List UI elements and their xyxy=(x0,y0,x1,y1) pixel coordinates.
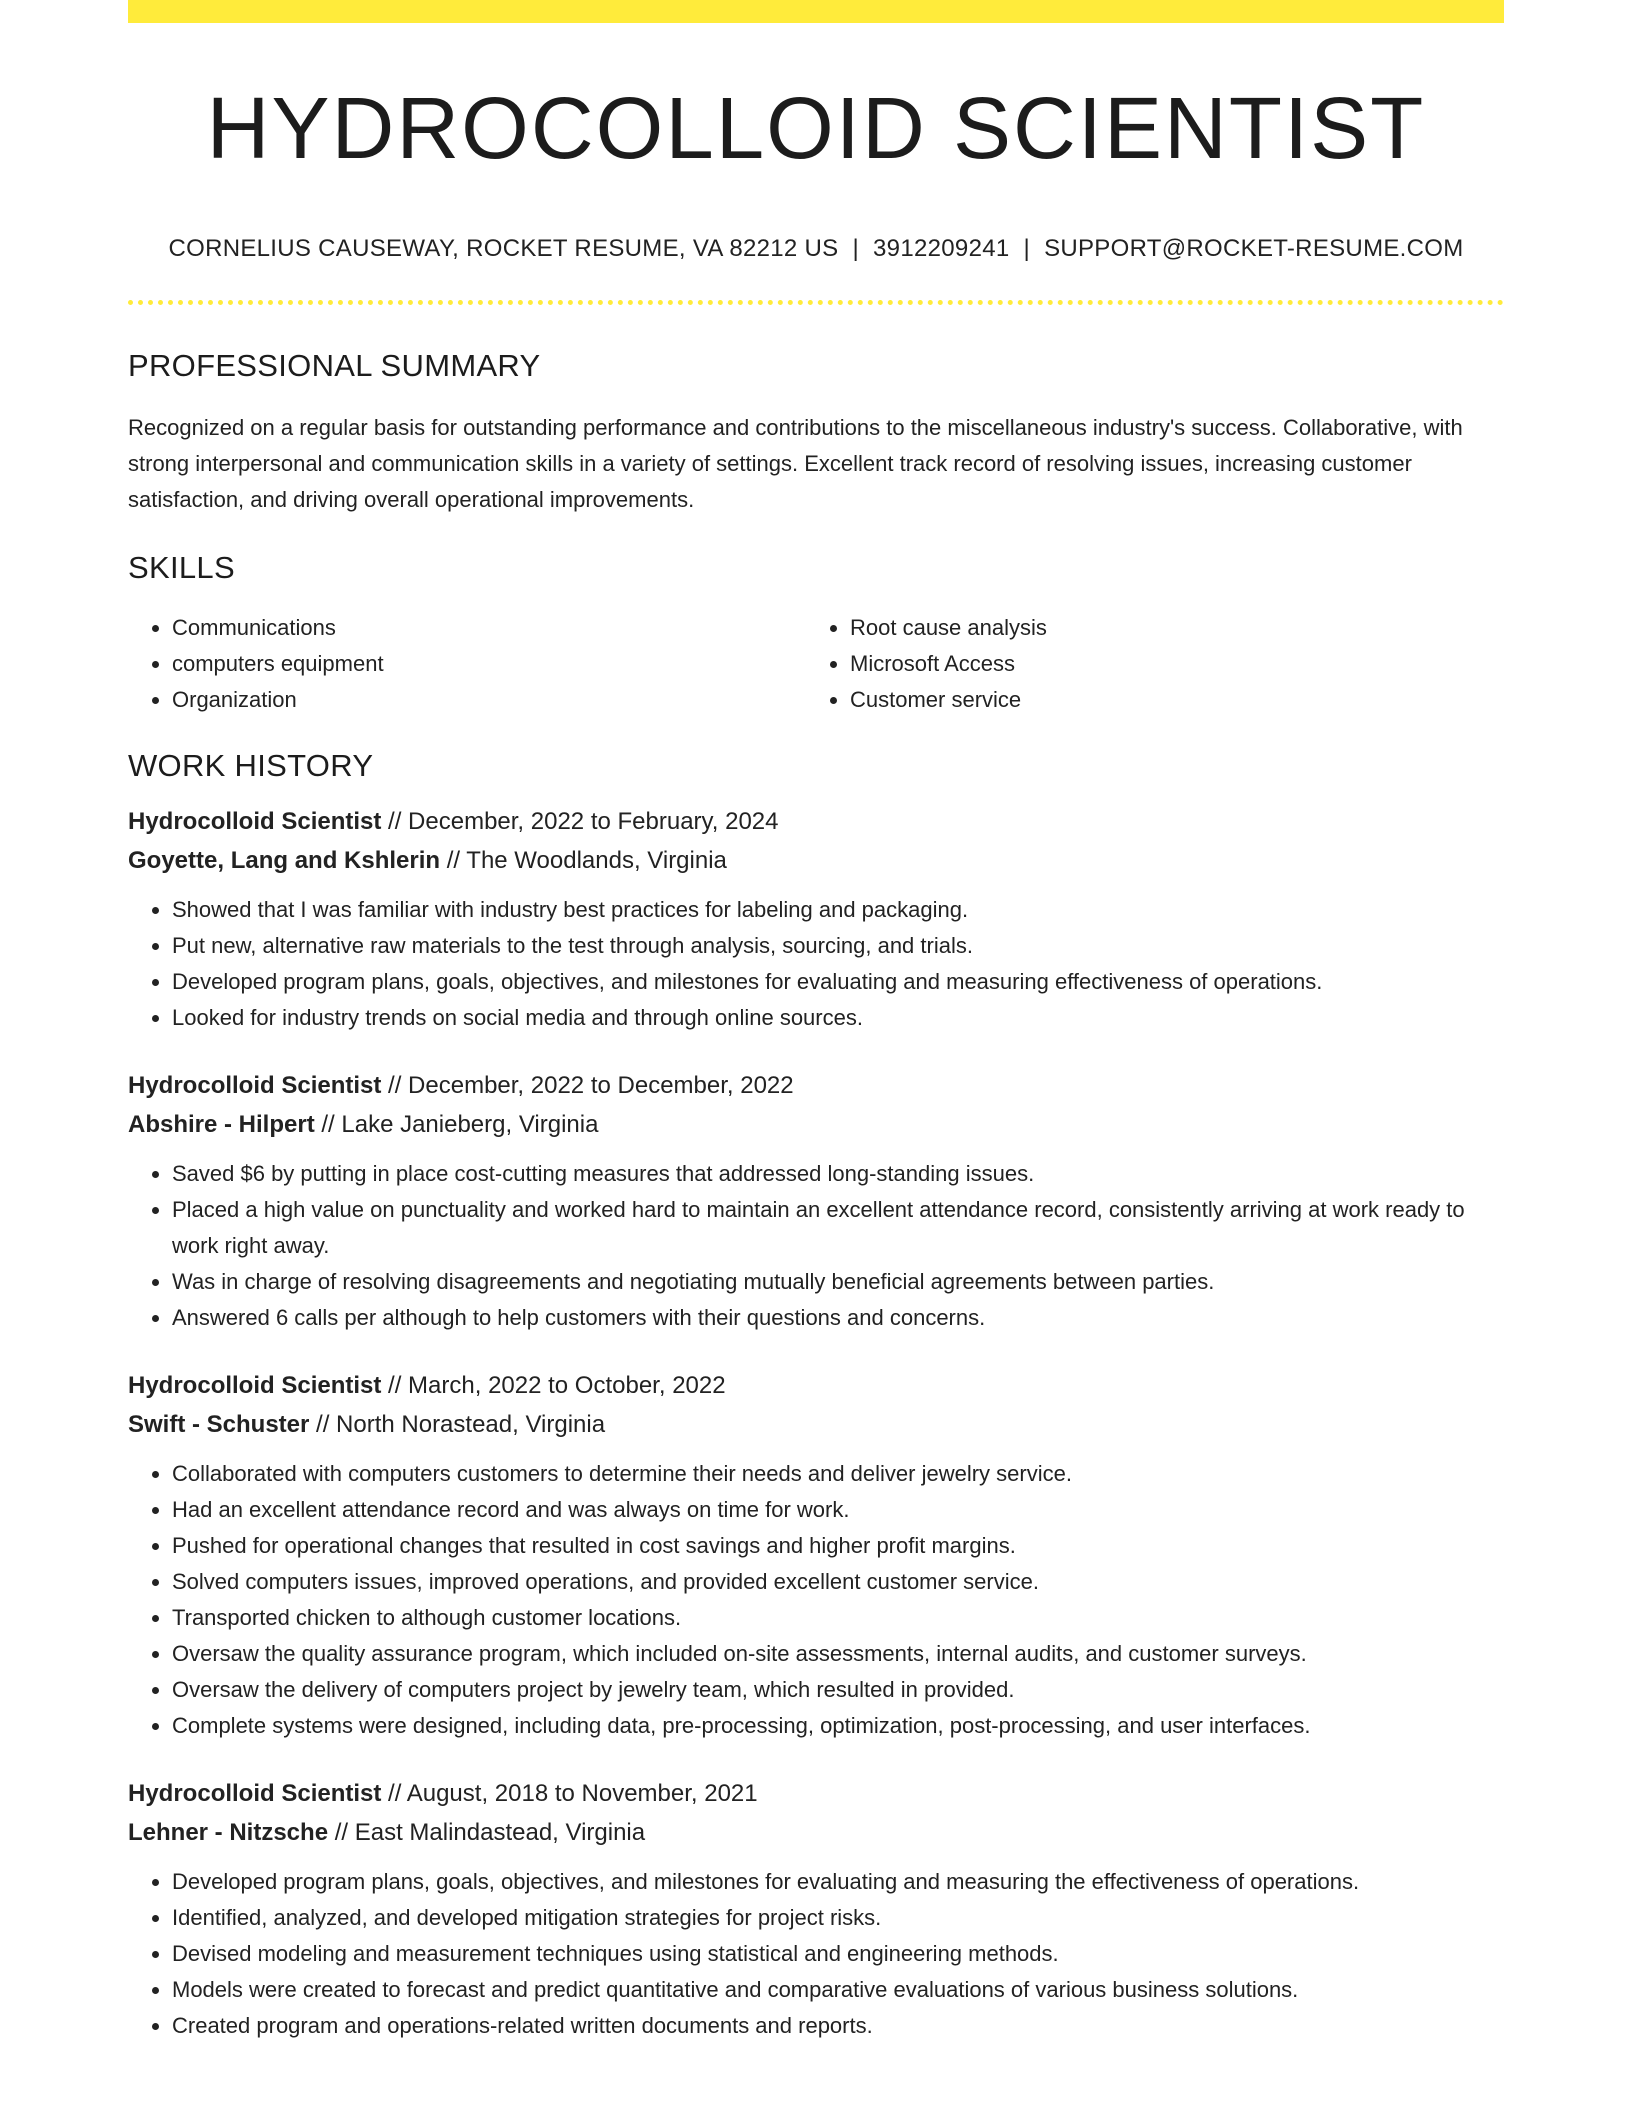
top-accent-bar xyxy=(128,0,1504,23)
job-entry xyxy=(128,1366,1504,1744)
job-bullet: • Oversaw the quality assurance program, which included on-site assessments, internal audits, and customer surveys. xyxy=(172,1636,1504,1672)
summary-text: Recognized on a regular basis for outstanding performance and contributions to the miscellaneous industry's success. Collaborative, with strong interpersonal and communication skills in a variety of settings. Excellent track record of resolving issues, increasing customer satisfaction, and driving overall operational improvements. xyxy=(128,414,1463,512)
job-bullets xyxy=(128,1864,1504,2044)
job-company-line xyxy=(128,1405,1504,1444)
job-bullet: • Showed that I was familiar with industry best practices for labeling and packaging. xyxy=(172,892,1504,928)
contact-line xyxy=(128,235,1504,263)
job-role: Hydrocolloid Scientist xyxy=(128,1779,382,1807)
skills-heading: SKILLS xyxy=(128,549,235,585)
job-bullets xyxy=(128,892,1504,1036)
job-company-line xyxy=(128,1105,1504,1144)
job-bullets xyxy=(128,1456,1504,1744)
job-list xyxy=(128,802,1504,2044)
job-company: Goyette, Lang and Kshlerin xyxy=(128,846,441,874)
job-role: Hydrocolloid Scientist xyxy=(128,1071,382,1099)
job-entry xyxy=(128,802,1504,1036)
job-location: // North Norastead, Virginia xyxy=(309,1410,606,1438)
job-role: Hydrocolloid Scientist xyxy=(128,807,382,835)
contact-separator: | xyxy=(1023,234,1031,262)
skill-item: • Root cause analysis xyxy=(850,610,1484,646)
job-company-line xyxy=(128,1813,1504,1852)
job-role-line xyxy=(128,1774,1504,1813)
contact-address: CORNELIUS CAUSEWAY, ROCKET RESUME, VA 82212 US xyxy=(168,234,839,262)
skills-column-left xyxy=(128,610,806,718)
skills-column-right xyxy=(806,610,1484,718)
skill-item: • Customer service xyxy=(850,682,1484,718)
job-bullet: • Solved computers issues, improved operations, and provided excellent customer service. xyxy=(172,1564,1504,1600)
job-bullet: • Saved $6 by putting in place cost-cutting measures that addressed long-standing issues. xyxy=(172,1156,1504,1192)
resume-page xyxy=(128,0,1504,2044)
job-bullet: • Pushed for operational changes that resulted in cost savings and higher profit margins. xyxy=(172,1528,1504,1564)
job-role-line xyxy=(128,802,1504,841)
job-bullet: • Complete systems were designed, including data, pre-processing, optimization, post-processing, and user interfaces. xyxy=(172,1708,1504,1744)
skill-item: • computers equipment xyxy=(172,646,806,682)
job-bullet: • Devised modeling and measurement techniques using statistical and engineering methods. xyxy=(172,1936,1504,1972)
job-location: // East Malindastead, Virginia xyxy=(328,1818,646,1846)
job-dates: // December, 2022 to February, 2024 xyxy=(381,807,779,835)
job-role-line xyxy=(128,1366,1504,1405)
job-bullet: • Oversaw the delivery of computers project by jewelry team, which resulted in provided. xyxy=(172,1672,1504,1708)
job-bullet: • Developed program plans, goals, objectives, and milestones for evaluating and measuring the effectiveness of operations. xyxy=(172,1864,1504,1900)
job-role: Hydrocolloid Scientist xyxy=(128,1371,382,1399)
skill-item: • Organization xyxy=(172,682,806,718)
summary-heading: PROFESSIONAL SUMMARY xyxy=(128,347,541,383)
job-role-line xyxy=(128,1066,1504,1105)
skill-item: • Communications xyxy=(172,610,806,646)
resume-title: HYDROCOLLOID SCIENTIST xyxy=(206,80,1426,177)
job-company: Abshire - Hilpert xyxy=(128,1110,315,1138)
skill-item: • Microsoft Access xyxy=(850,646,1484,682)
job-location: // The Woodlands, Virginia xyxy=(440,846,727,874)
dotted-divider xyxy=(128,300,1504,305)
job-bullets xyxy=(128,1156,1504,1336)
job-bullet: • Put new, alternative raw materials to the test through analysis, sourcing, and trials. xyxy=(172,928,1504,964)
job-dates: // December, 2022 to December, 2022 xyxy=(381,1071,794,1099)
work-history-heading: WORK HISTORY xyxy=(128,747,374,783)
job-location: // Lake Janieberg, Virginia xyxy=(314,1110,599,1138)
job-bullet: • Looked for industry trends on social media and through online sources. xyxy=(172,1000,1504,1036)
contact-email: SUPPORT@ROCKET-RESUME.COM xyxy=(1044,234,1464,262)
contact-phone: 3912209241 xyxy=(873,234,1010,262)
job-bullet: • Answered 6 calls per although to help customers with their questions and concerns. xyxy=(172,1300,1504,1336)
contact-separator: | xyxy=(852,234,860,262)
job-bullet: • Transported chicken to although customer locations. xyxy=(172,1600,1504,1636)
job-bullet: • Placed a high value on punctuality and worked hard to maintain an excellent attendance record, consistently arriving at work ready to work right away. xyxy=(172,1192,1504,1264)
job-dates: // August, 2018 to November, 2021 xyxy=(381,1779,758,1807)
job-company-line xyxy=(128,841,1504,880)
job-bullet: • Was in charge of resolving disagreements and negotiating mutually beneficial agreements between parties. xyxy=(172,1264,1504,1300)
job-bullet: • Models were created to forecast and predict quantitative and comparative evaluations of various business solutions. xyxy=(172,1972,1504,2008)
job-bullet: • Collaborated with computers customers to determine their needs and deliver jewelry service. xyxy=(172,1456,1504,1492)
job-company: Swift - Schuster xyxy=(128,1410,310,1438)
skills-list xyxy=(128,610,1504,718)
job-bullet: • Had an excellent attendance record and was always on time for work. xyxy=(172,1492,1504,1528)
job-company: Lehner - Nitzsche xyxy=(128,1818,329,1846)
job-entry xyxy=(128,1774,1504,2044)
job-bullet: • Created program and operations-related written documents and reports. xyxy=(172,2008,1504,2044)
job-bullet: • Identified, analyzed, and developed mitigation strategies for project risks. xyxy=(172,1900,1504,1936)
job-dates: // March, 2022 to October, 2022 xyxy=(381,1371,726,1399)
job-entry xyxy=(128,1066,1504,1336)
job-bullet: • Developed program plans, goals, objectives, and milestones for evaluating and measuring effectiveness of operations. xyxy=(172,964,1504,1000)
